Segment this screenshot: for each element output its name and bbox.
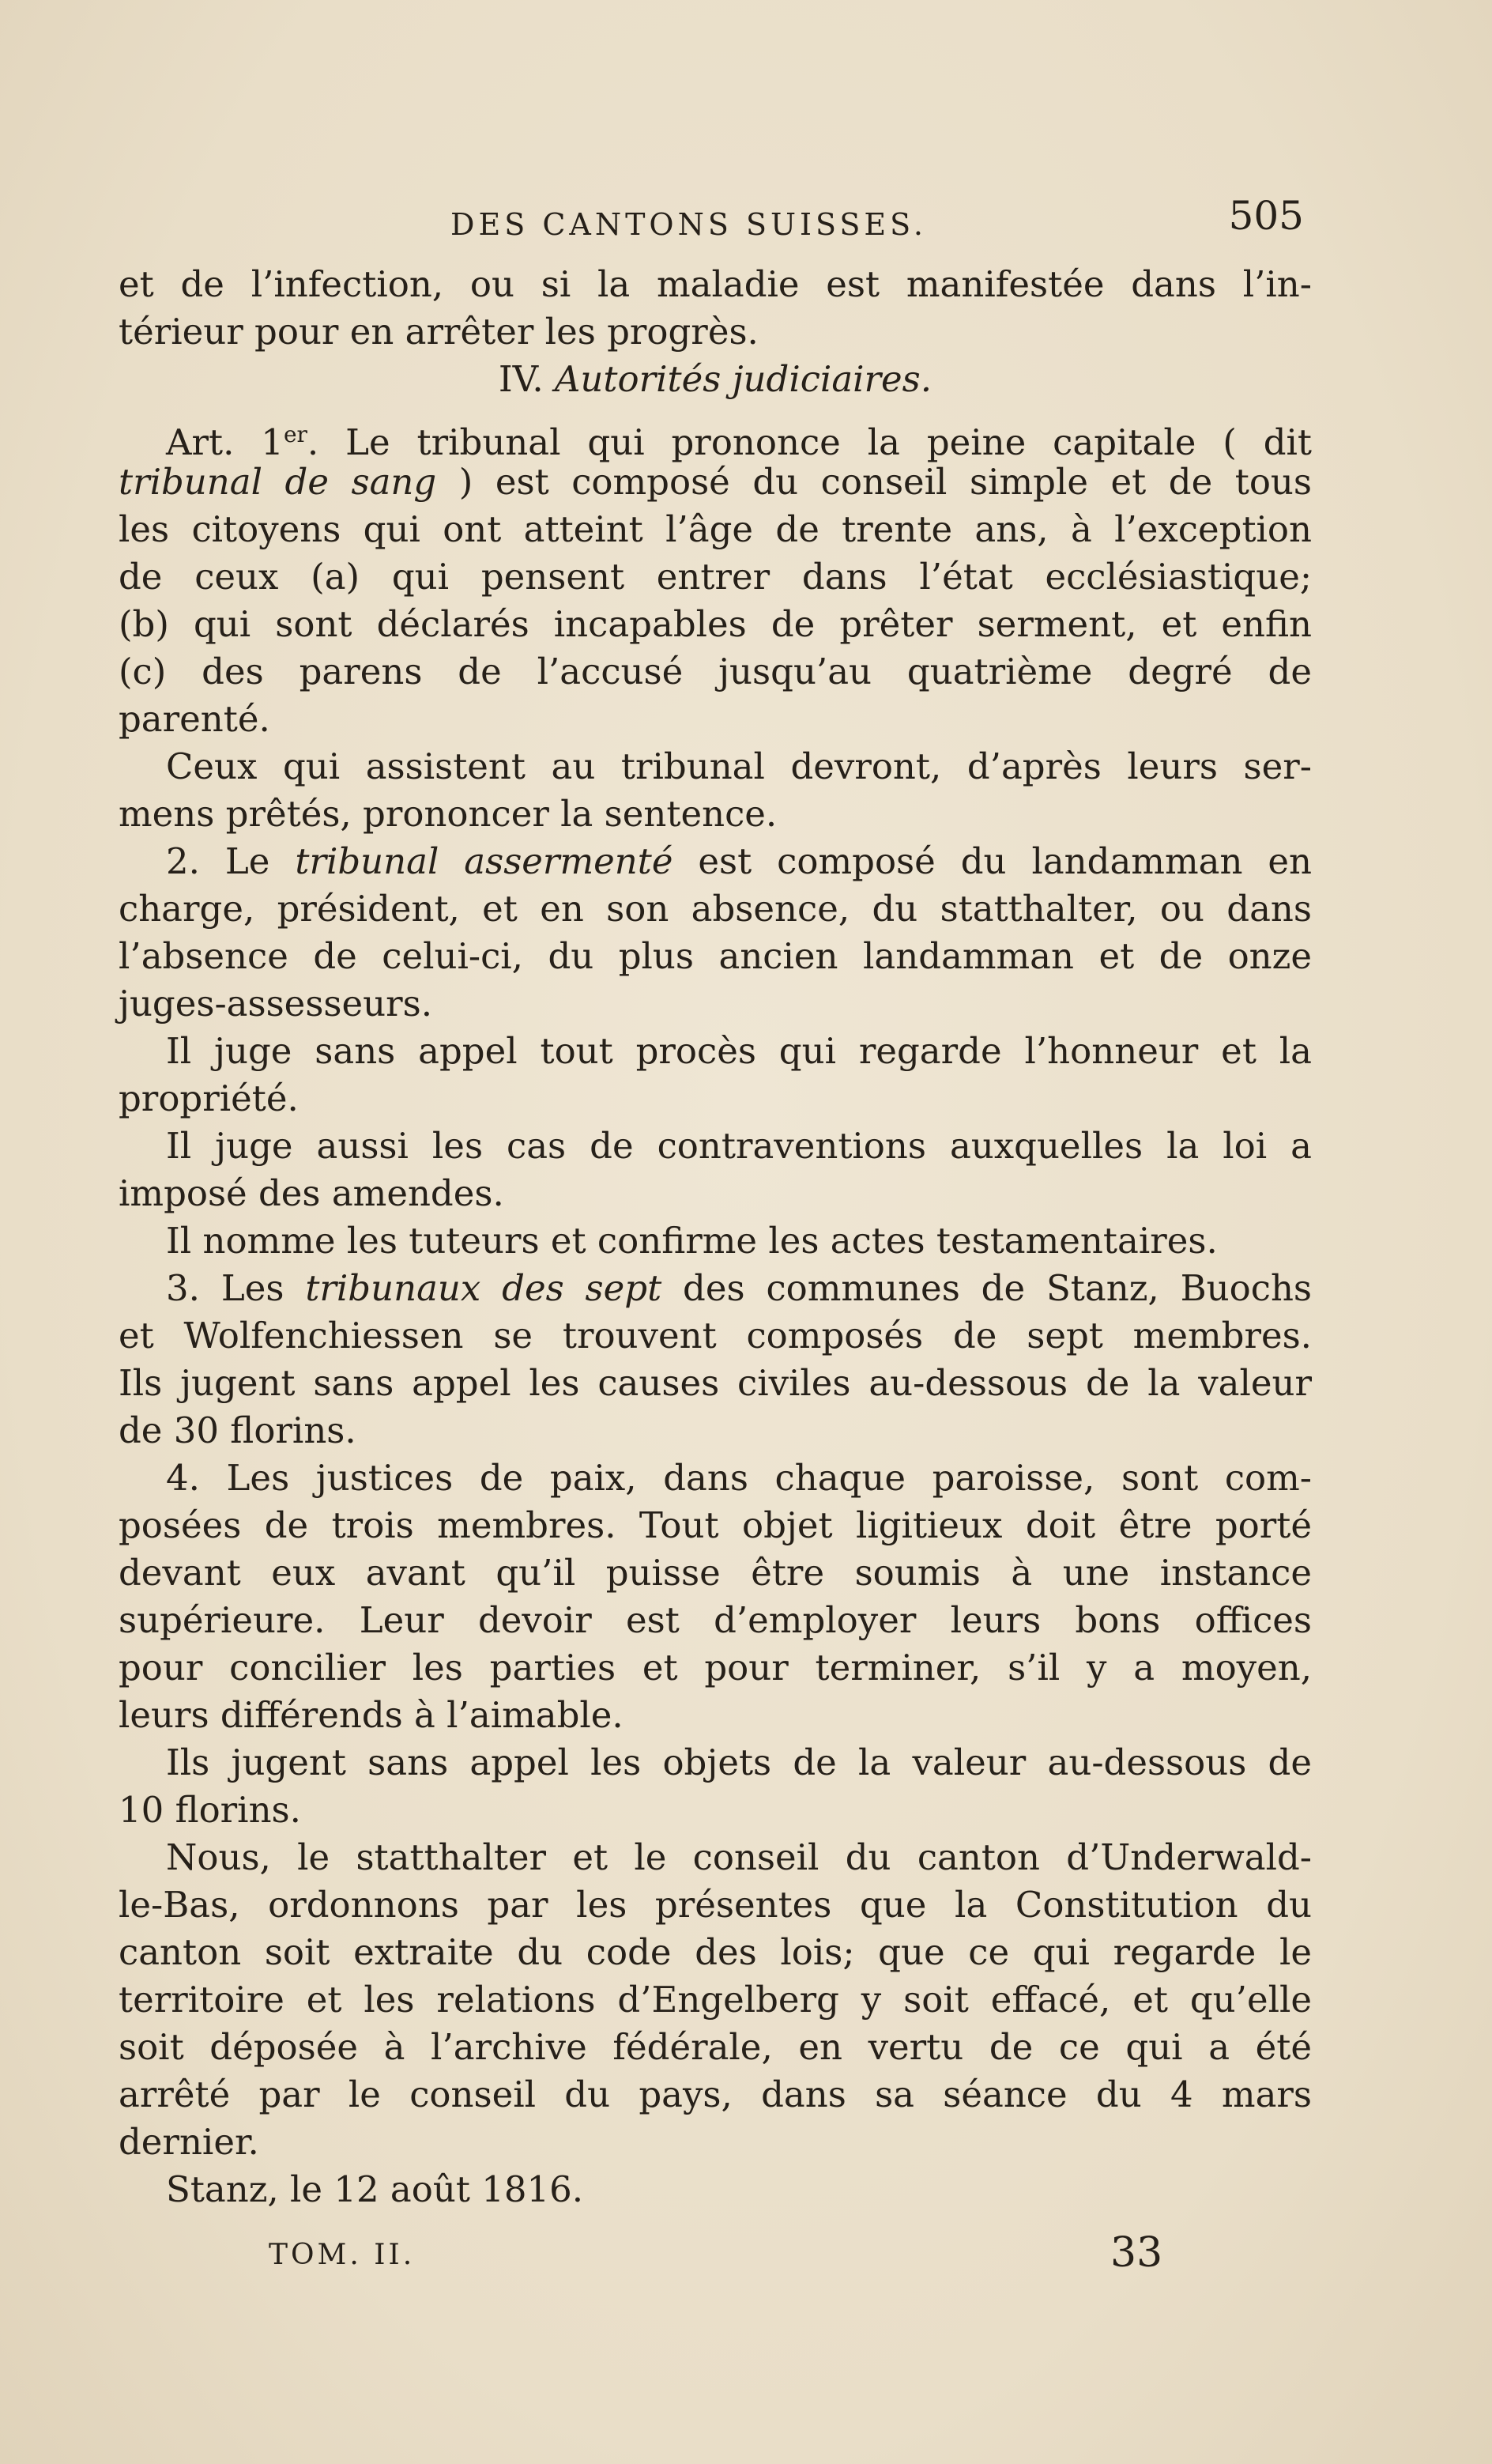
text-line: les citoyens qui ont atteint l’âge de trente ans, à l’exception (119, 508, 1312, 550)
article-1 (119, 411, 1312, 743)
paragraph-ceux (119, 743, 1312, 838)
text-line (119, 411, 1312, 463)
superscript: er (283, 421, 307, 447)
text-line: de ceux (a) qui pensent entrer dans l’état ecclésiastique; (119, 556, 1312, 598)
section-heading (119, 356, 1312, 411)
text-line: mens prêtés, prononcer la sentence. (119, 793, 778, 835)
text-line: devant eux avant qu’il puisse être soumis à une instance (119, 1552, 1312, 1594)
running-head (119, 183, 1312, 247)
article-2 (119, 838, 1312, 1028)
text-line: territoire et les relations d’Engelberg y soit effacé, et qu’elle (119, 1979, 1312, 2021)
text-line: de 30 florins. (119, 1409, 356, 1451)
text-run: des communes de Stanz, Buochs (661, 1267, 1313, 1309)
page-number: 505 (1228, 193, 1304, 239)
paragraph-tuteurs (119, 1217, 1312, 1265)
paragraph-nous (119, 1834, 1312, 2166)
article-4 (119, 1455, 1312, 1739)
volume-label: TOM. II. (269, 2239, 416, 2271)
article-number: Art. 1 (166, 421, 284, 463)
italic-term: tribunaux des sept (305, 1267, 662, 1309)
text-line: propriété. (119, 1077, 299, 1119)
text-line: Nous, le statthalter et le conseil du canton d’Underwald- (166, 1836, 1312, 1878)
text-line: imposé des amendes. (119, 1172, 504, 1214)
text-line: charge, président, et en son absence, du statthalter, ou dans (119, 888, 1312, 930)
text-run: . Le tribunal qui prononce la peine capitale ( dit (307, 421, 1312, 463)
text-line: soit déposée à l’archive fédérale, en vertu de ce qui a été (119, 2026, 1312, 2068)
text-line: Ils jugent sans appel les objets de la valeur au-dessous de (166, 1741, 1312, 1783)
text-line: térieur pour en arrêter les progrès. (119, 311, 759, 353)
text-run: 3. Les (166, 1267, 306, 1309)
text-line: supérieure. Leur devoir est d’employer leurs bons offices (119, 1599, 1312, 1641)
text-line: Il nomme les tuteurs et confirme les actes testamentaires. (166, 1220, 1218, 1262)
signature-mark: 33 (1110, 2229, 1163, 2277)
text-line (119, 1265, 1312, 1312)
paragraph-infection (119, 261, 1312, 356)
paragraph-juge-honneur (119, 1028, 1312, 1123)
section-title: Autorités judiciaires. (554, 358, 932, 400)
text-line: 4. Les justices de paix, dans chaque paroisse, sont com- (166, 1457, 1312, 1499)
italic-term: tribunal assermenté (295, 840, 673, 882)
page-body (119, 261, 1312, 2213)
text-line: (c) des parens de l’accusé jusqu’au quatrième degré de (119, 651, 1312, 692)
text-line: et Wolfenchiessen se trouvent composés de sept membres. (119, 1315, 1312, 1357)
text-line (119, 458, 1312, 506)
text-line: l’absence de celui-ci, du plus ancien landamman et de onze (119, 935, 1312, 977)
text-run: ) est composé du conseil simple et de tous (436, 461, 1313, 503)
text-line: Il juge sans appel tout procès qui regarde l’honneur et la (166, 1030, 1312, 1072)
section-number: IV. (498, 358, 555, 400)
paragraph-juge-amendes (119, 1123, 1312, 1217)
date-line: Stanz, le 12 août 1816. (166, 2168, 584, 2210)
text-line: leurs différends à l’aimable. (119, 1694, 624, 1736)
text-line: Ceux qui assistent au tribunal devront, d’après leurs ser- (166, 745, 1312, 787)
text-line: (b) qui sont déclarés incapables de prêter serment, et enfin (119, 603, 1312, 645)
text-line: juges-assesseurs. (119, 983, 433, 1024)
text-line: 10 florins. (119, 1789, 301, 1831)
article-3 (119, 1265, 1312, 1455)
text-line: canton soit extraite du code des lois; que ce qui regarde le (119, 1931, 1312, 1973)
text-line: et de l’infection, ou si la maladie est manifestée dans l’in- (119, 263, 1312, 305)
text-line: parenté. (119, 698, 270, 740)
text-run: 2. Le (166, 840, 296, 882)
text-line: dernier. (119, 2121, 259, 2163)
page-footer (119, 2229, 1312, 2285)
paragraph-jugent (119, 1739, 1312, 1834)
text-line: Il juge aussi les cas de contraventions auxquelles la loi a (166, 1125, 1312, 1167)
text-line (119, 838, 1312, 885)
text-run: est composé du landamman en (673, 840, 1313, 882)
text-line: posées de trois membres. Tout objet ligitieux doit être porté (119, 1504, 1312, 1546)
text-line: pour concilier les parties et pour terminer, s’il y a moyen, (119, 1647, 1312, 1689)
text-line: Ils jugent sans appel les causes civiles au-dessous de la valeur (119, 1362, 1312, 1404)
running-head-title: DES CANTONS SUISSES. (450, 207, 927, 242)
text-line: le-Bas, ordonnons par les présentes que la Constitution du (119, 1884, 1312, 1926)
text-line: arrêté par le conseil du pays, dans sa séance du 4 mars (119, 2073, 1312, 2115)
italic-term: tribunal de sang (119, 461, 437, 503)
